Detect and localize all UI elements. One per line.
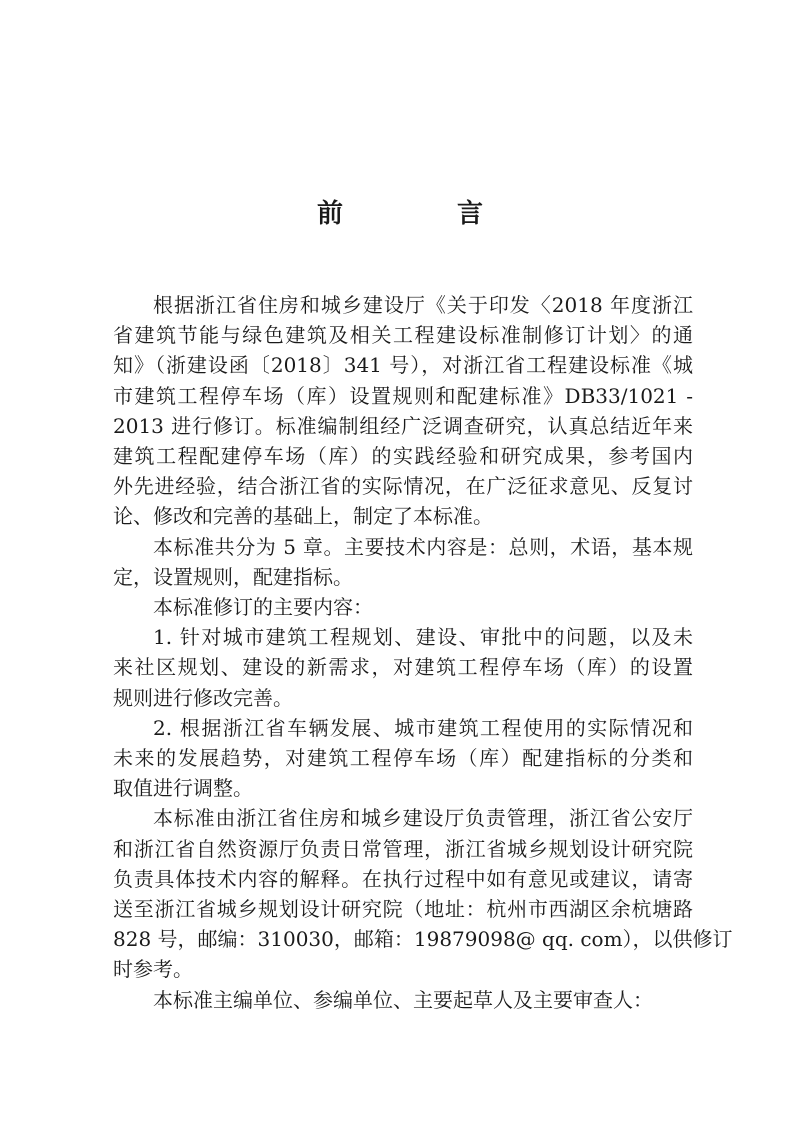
text-line: 市建筑工程停车场（库）设置规则和配建标准》DB33/1021 - <box>113 383 693 408</box>
text-line: 来社区规划、建设的新需求，对建筑工程停车场（库）的设置 <box>113 655 693 680</box>
text-line: 本标准由浙江省住房和城乡建设厅负责管理，浙江省公安厅 <box>153 806 693 831</box>
text-line: 论、修改和完善的基础上，制定了本标准。 <box>113 504 493 529</box>
text-line: 规则进行修改完善。 <box>113 685 293 710</box>
text-line: 取值进行调整。 <box>113 776 253 801</box>
text-line: 知》（浙建设函〔2018〕341 号），对浙江省工程建设标准《城 <box>113 353 693 378</box>
text-line: 送至浙江省城乡规划设计研究院（地址：杭州市西湖区余杭塘路 <box>113 897 693 922</box>
text-line: 外先进经验，结合浙江省的实际情况，在广泛征求意见、反复讨 <box>113 474 693 499</box>
text-line: 负责具体技术内容的解释。在执行过程中如有意见或建议，请寄 <box>113 866 693 891</box>
text-line: 828 号，邮编：310030，邮箱：19879098@ qq. com），以供修订 <box>113 927 733 952</box>
text-line: 定，设置规则，配建指标。 <box>113 564 353 589</box>
text-line: 2013 进行修订。标准编制组经广泛调查研究，认真总结近年来 <box>113 413 693 438</box>
document-body <box>113 290 733 1015</box>
text-line: 未来的发展趋势，对建筑工程停车场（库）配建指标的分类和 <box>113 746 693 771</box>
text-line: 和浙江省自然资源厅负责日常管理，浙江省城乡规划设计研究院 <box>113 836 693 861</box>
text-line: 建筑工程配建停车场（库）的实践经验和研究成果，参考国内 <box>113 444 693 469</box>
page-title: 前 言 <box>316 199 527 229</box>
text-line: 时参考。 <box>113 957 193 982</box>
paragraph-units <box>113 985 693 1015</box>
text-line: 1. 针对城市建筑工程规划、建设、审批中的问题，以及未 <box>153 625 693 650</box>
paragraph-revision-heading <box>113 592 693 622</box>
text-line: 本标准修订的主要内容： <box>153 595 373 620</box>
paragraph-revision-item-2 <box>113 713 693 804</box>
paragraph-management <box>113 803 733 984</box>
text-line: 省建筑节能与绿色建筑及相关工程建设标准制修订计划〉的通 <box>113 323 693 348</box>
paragraph-chapters <box>113 532 693 592</box>
paragraph-revision-item-1 <box>113 622 693 713</box>
text-line: 本标准主编单位、参编单位、主要起草人及主要审查人： <box>153 987 653 1012</box>
paragraph-intro <box>113 290 693 532</box>
text-line: 本标准共分为 5 章。主要技术内容是：总则，术语，基本规 <box>153 534 693 559</box>
text-line: 2. 根据浙江省车辆发展、城市建筑工程使用的实际情况和 <box>153 715 693 740</box>
text-line: 根据浙江省住房和城乡建设厅《关于印发〈2018 年度浙江 <box>153 293 693 317</box>
